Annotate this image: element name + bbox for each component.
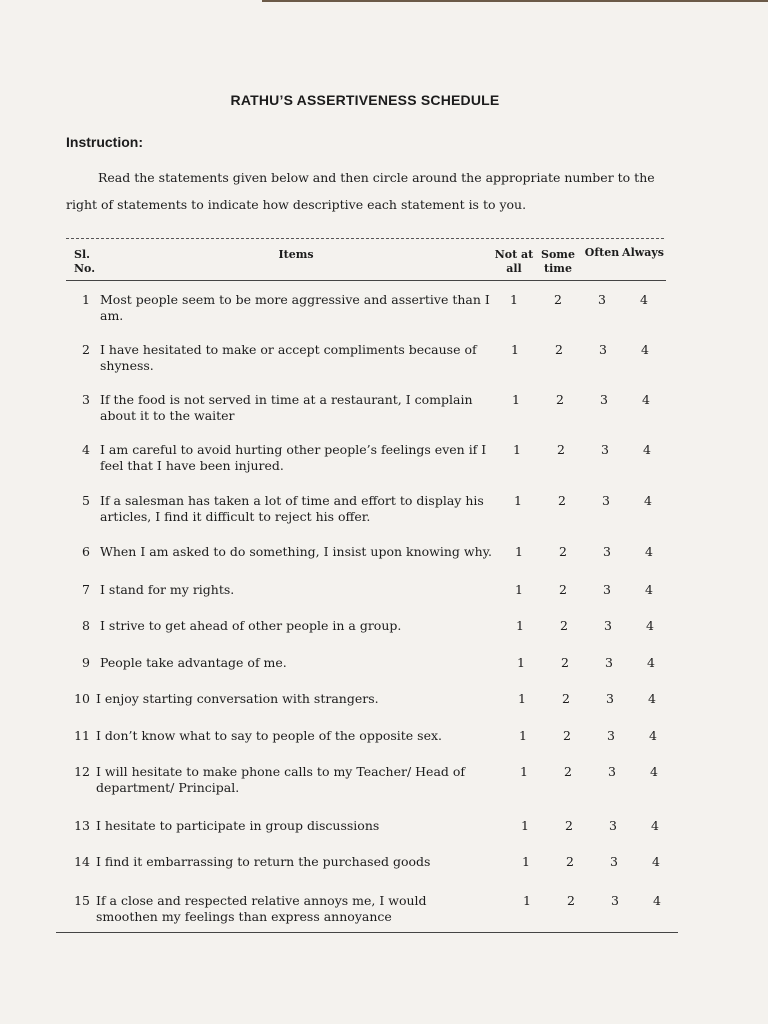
header-not-at-all: Not at all [494, 248, 534, 275]
table-row [0, 854, 768, 894]
row-sl-number: 10 [74, 691, 90, 706]
rating-option-1[interactable]: 1 [515, 582, 523, 597]
rating-option-2[interactable]: 2 [562, 691, 570, 706]
row-sl-number: 6 [82, 544, 90, 559]
table-bottom-rule [56, 932, 678, 933]
rating-option-3[interactable]: 3 [599, 342, 607, 357]
rating-option-2[interactable]: 2 [557, 442, 565, 457]
table-row [0, 728, 768, 768]
table-row [0, 342, 768, 382]
row-item-statement: If the food is not served in time at a restaurant, I complain about it to the waiter [100, 392, 473, 423]
rating-option-3[interactable]: 3 [604, 618, 612, 633]
rating-option-4[interactable]: 4 [650, 764, 658, 779]
instruction-text: Read the statements given below and then circle around the appropriate number to the right of statements to indicate how descriptive each statement is to you. [66, 170, 655, 212]
row-sl-number: 9 [82, 655, 90, 670]
table-row [0, 392, 768, 432]
header-sl-no: Sl. No. [74, 248, 96, 275]
rating-option-2[interactable]: 2 [566, 854, 574, 869]
rating-option-4[interactable]: 4 [649, 728, 657, 743]
row-item-statement: I stand for my rights. [100, 582, 235, 597]
row-sl-number: 4 [82, 442, 90, 457]
rating-option-1[interactable]: 1 [511, 342, 519, 357]
row-sl-number: 1 [82, 292, 90, 307]
rating-option-3[interactable]: 3 [602, 493, 610, 508]
row-sl-number: 12 [74, 764, 90, 779]
rating-option-3[interactable]: 3 [607, 728, 615, 743]
rating-option-4[interactable]: 4 [643, 442, 651, 457]
header-some-time: Some time [541, 248, 575, 275]
rating-option-4[interactable]: 4 [641, 342, 649, 357]
rating-option-1[interactable]: 1 [516, 618, 524, 633]
row-item-statement: I don’t know what to say to people of the opposite sex. [96, 728, 442, 743]
header-items: Items [278, 248, 314, 261]
table-header-rule [66, 280, 666, 281]
rating-option-3[interactable]: 3 [601, 442, 609, 457]
rating-option-2[interactable]: 2 [559, 544, 567, 559]
rating-option-1[interactable]: 1 [518, 691, 526, 706]
rating-option-1[interactable]: 1 [512, 392, 520, 407]
row-sl-number: 15 [74, 893, 90, 908]
rating-option-1[interactable]: 1 [513, 442, 521, 457]
table-row [0, 442, 768, 482]
rating-option-4[interactable]: 4 [652, 854, 660, 869]
rating-option-1[interactable]: 1 [515, 544, 523, 559]
header-often: Often [584, 246, 620, 259]
table-row [0, 618, 768, 658]
rating-option-3[interactable]: 3 [610, 854, 618, 869]
table-row [0, 764, 768, 804]
rating-option-3[interactable]: 3 [603, 582, 611, 597]
row-sl-number: 3 [82, 392, 90, 407]
row-sl-number: 7 [82, 582, 90, 597]
row-item-statement: If a salesman has taken a lot of time and effort to display his articles, I find it difficult to reject his offer. [100, 493, 484, 524]
table-top-rule [66, 238, 664, 239]
table-row [0, 544, 768, 584]
row-sl-number: 11 [74, 728, 90, 743]
rating-option-4[interactable]: 4 [640, 292, 648, 307]
rating-option-2[interactable]: 2 [556, 392, 564, 407]
rating-option-4[interactable]: 4 [645, 544, 653, 559]
rating-option-1[interactable]: 1 [521, 818, 529, 833]
row-item-statement: Most people seem to be more aggressive and assertive than I am. [100, 292, 490, 323]
rating-option-2[interactable]: 2 [558, 493, 566, 508]
table-row [0, 655, 768, 695]
table-row [0, 292, 768, 332]
rating-option-3[interactable]: 3 [606, 691, 614, 706]
table-row [0, 493, 768, 533]
row-item-statement: I am careful to avoid hurting other people’s feelings even if I feel that I have been injured. [100, 442, 487, 473]
rating-option-2[interactable]: 2 [554, 292, 562, 307]
rating-option-3[interactable]: 3 [600, 392, 608, 407]
rating-option-2[interactable]: 2 [560, 618, 568, 633]
rating-option-4[interactable]: 4 [646, 618, 654, 633]
rating-option-4[interactable]: 4 [651, 818, 659, 833]
rating-option-3[interactable]: 3 [603, 544, 611, 559]
row-item-statement: People take advantage of me. [100, 655, 287, 670]
row-sl-number: 8 [82, 618, 90, 633]
row-item-statement: If a close and respected relative annoys me, I would smoothen my feelings than express annoyance [96, 893, 427, 924]
row-item-statement: I have hesitated to make or accept compliments because of shyness. [100, 342, 477, 373]
rating-option-2[interactable]: 2 [567, 893, 575, 908]
rating-option-1[interactable]: 1 [514, 493, 522, 508]
rating-option-1[interactable]: 1 [519, 728, 527, 743]
rating-option-1[interactable]: 1 [517, 655, 525, 670]
rating-option-3[interactable]: 3 [605, 655, 613, 670]
row-item-statement: I strive to get ahead of other people in a group. [100, 618, 402, 633]
row-item-statement: I hesitate to participate in group discussions [96, 818, 380, 833]
rating-option-3[interactable]: 3 [609, 818, 617, 833]
rating-option-2[interactable]: 2 [563, 728, 571, 743]
rating-option-2[interactable]: 2 [555, 342, 563, 357]
table-row [0, 818, 768, 858]
rating-option-2[interactable]: 2 [561, 655, 569, 670]
rating-option-4[interactable]: 4 [647, 655, 655, 670]
rating-option-1[interactable]: 1 [520, 764, 528, 779]
rating-option-4[interactable]: 4 [642, 392, 650, 407]
row-sl-number: 2 [82, 342, 90, 357]
rating-option-3[interactable]: 3 [608, 764, 616, 779]
rating-option-4[interactable]: 4 [653, 893, 661, 908]
rating-option-4[interactable]: 4 [644, 493, 652, 508]
row-item-statement: I find it embarrassing to return the purchased goods [96, 854, 431, 869]
row-sl-number: 5 [82, 493, 90, 508]
rating-option-1[interactable]: 1 [510, 292, 518, 307]
table-row [0, 691, 768, 731]
instruction-heading: Instruction: [66, 134, 143, 150]
rating-option-3[interactable]: 3 [598, 292, 606, 307]
table-row [0, 582, 768, 622]
table-row [0, 893, 768, 933]
top-edge-rule [262, 0, 768, 2]
rating-option-2[interactable]: 2 [559, 582, 567, 597]
rating-option-1[interactable]: 1 [523, 893, 531, 908]
rating-option-2[interactable]: 2 [565, 818, 573, 833]
rating-option-1[interactable]: 1 [522, 854, 530, 869]
row-item-statement: I will hesitate to make phone calls to my Teacher/ Head of department/ Principal. [96, 764, 466, 795]
rating-option-3[interactable]: 3 [611, 893, 619, 908]
document-title: RATHU’S ASSERTIVENESS SCHEDULE [230, 92, 500, 108]
row-item-statement: When I am asked to do something, I insist upon knowing why. [100, 544, 492, 559]
header-always: Always [622, 246, 664, 259]
rating-option-4[interactable]: 4 [645, 582, 653, 597]
row-sl-number: 13 [74, 818, 90, 833]
rating-option-4[interactable]: 4 [648, 691, 656, 706]
row-item-statement: I enjoy starting conversation with strangers. [96, 691, 379, 706]
row-sl-number: 14 [74, 854, 90, 869]
rating-option-2[interactable]: 2 [564, 764, 572, 779]
